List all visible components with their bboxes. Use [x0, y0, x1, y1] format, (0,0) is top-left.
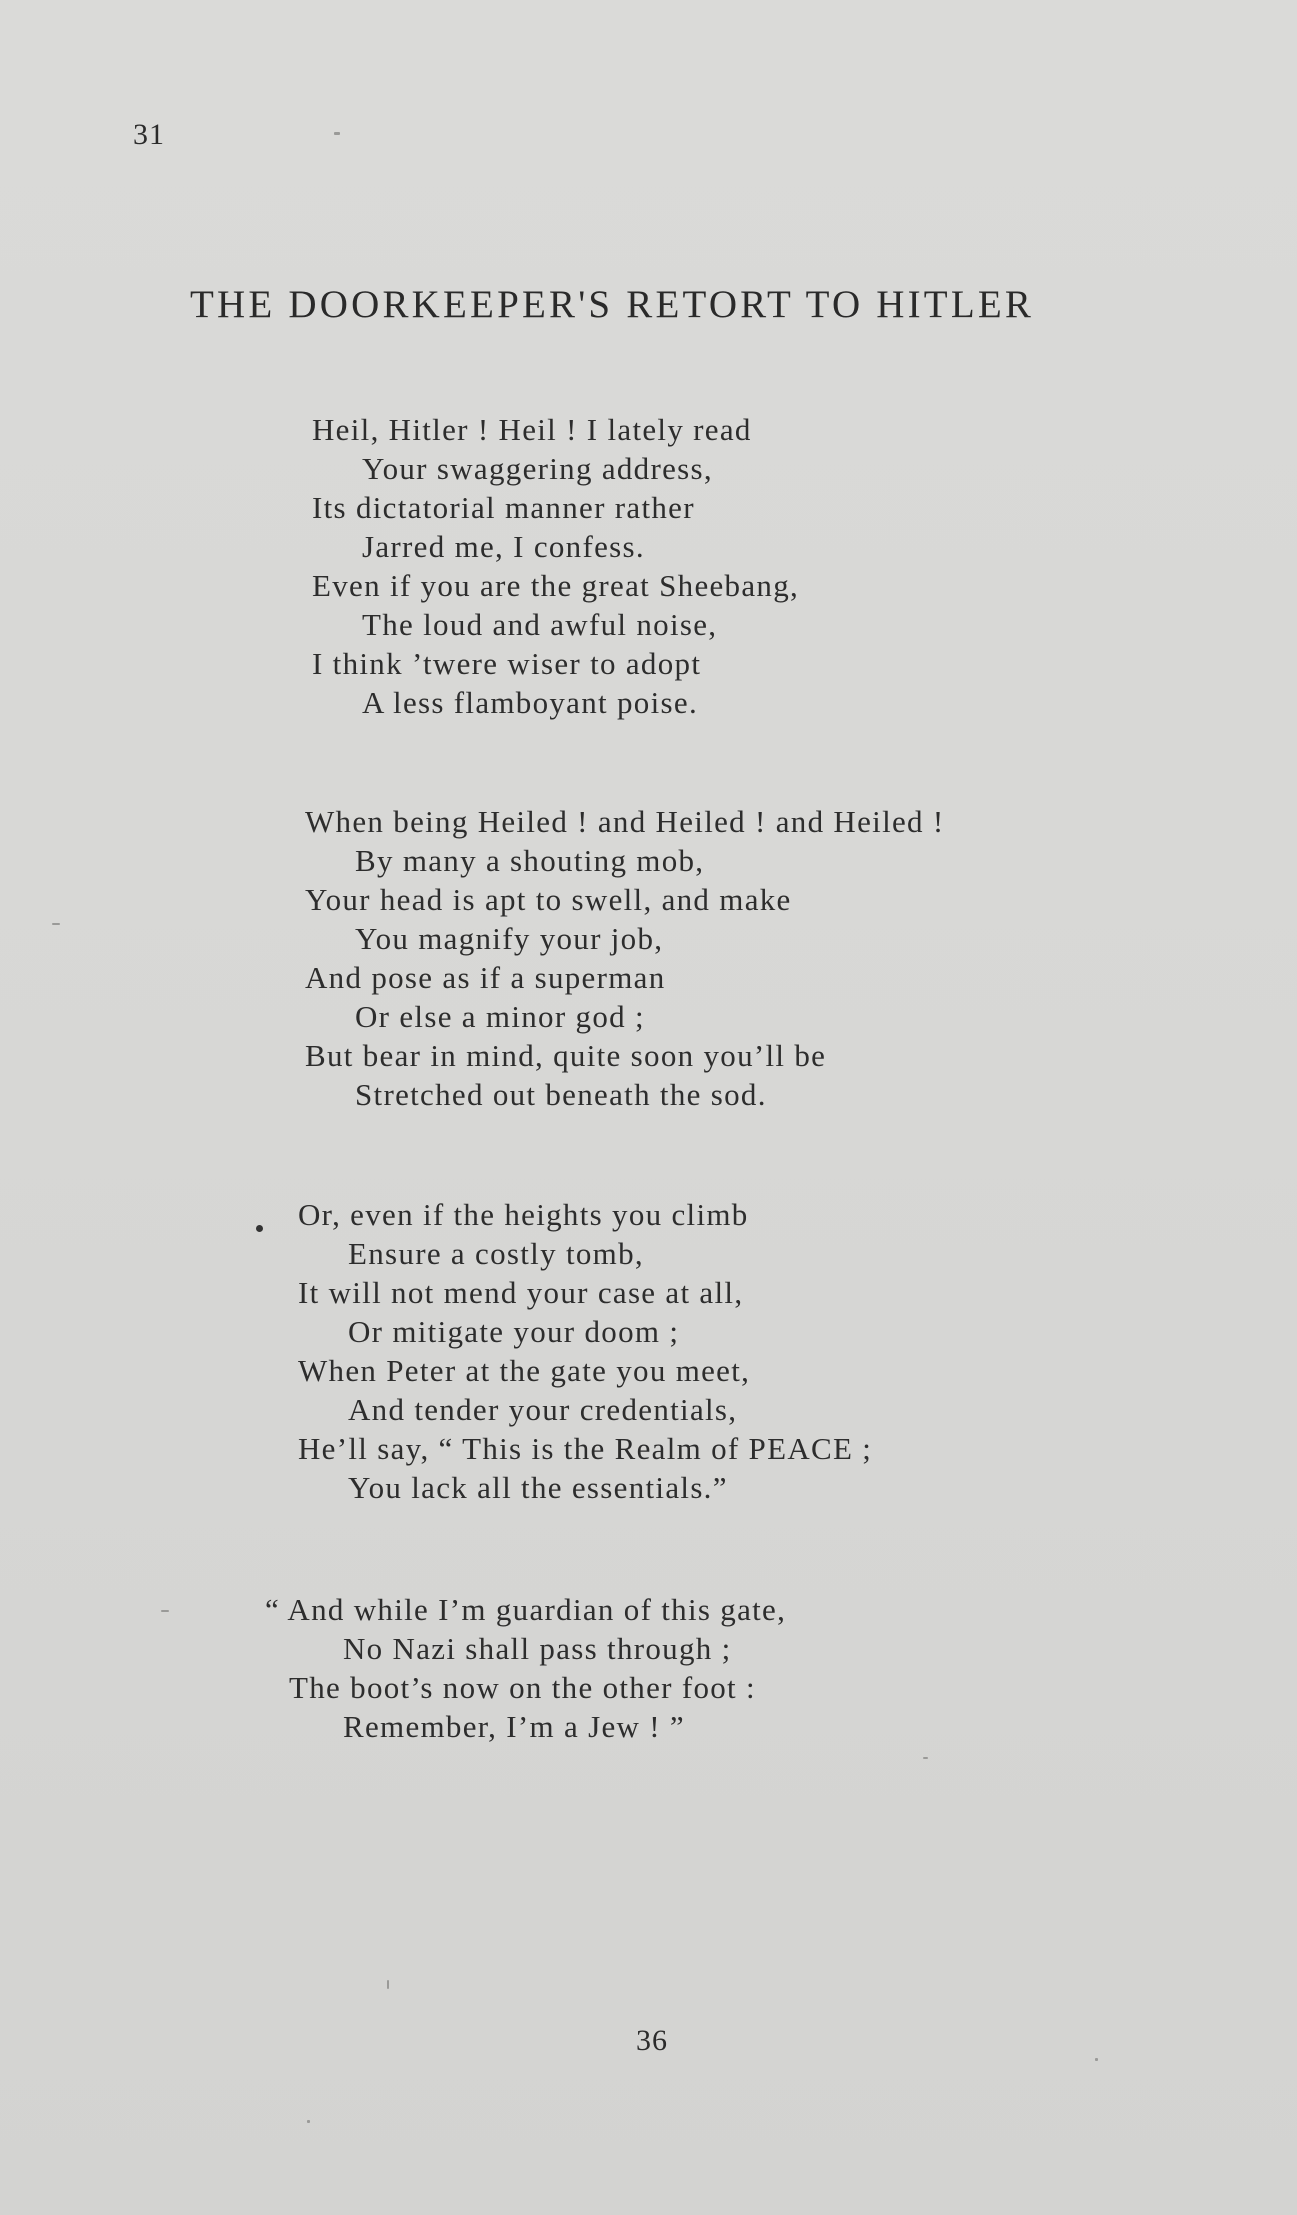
poem-title: THE DOORKEEPER'S RETORT TO HITLER: [190, 283, 1035, 326]
poem-line: When being Heiled ! and Heiled ! and Heiled !: [305, 804, 945, 839]
poem-line: Or, even if the heights you climb: [298, 1197, 749, 1232]
poem-line: Your head is apt to swell, and make: [305, 882, 792, 917]
page-number: 36: [636, 2024, 668, 2057]
poem-line: Your swaggering address,: [362, 451, 713, 486]
paper-speck: [1095, 2058, 1098, 2061]
poem-line: Remember, I’m a Jew ! ”: [343, 1709, 685, 1744]
poem-line: And pose as if a superman: [305, 960, 666, 995]
paper-speck: [334, 132, 340, 135]
poem-line: Its dictatorial manner rather: [312, 490, 695, 525]
poem-line: “ And while I’m guardian of this gate,: [265, 1592, 787, 1627]
poem-line: I think ’twere wiser to adopt: [312, 646, 702, 681]
poem-line: Heil, Hitler ! Heil ! I lately read: [312, 412, 752, 447]
stanza-4: [265, 1590, 786, 1746]
poem-line: Ensure a costly tomb,: [348, 1236, 644, 1271]
poem-line: The boot’s now on the other foot :: [289, 1670, 756, 1705]
paper-speck: [387, 1980, 389, 1989]
poem-line: Jarred me, I confess.: [362, 529, 645, 564]
corner-number: 31: [133, 118, 165, 151]
poem-line: He’ll say, “ This is the Realm of PEACE ;: [298, 1431, 873, 1466]
ink-dot: [256, 1225, 263, 1232]
poem-line: The loud and awful noise,: [362, 607, 718, 642]
poem-line: When Peter at the gate you meet,: [298, 1353, 751, 1388]
paper-speck: [52, 923, 60, 925]
poem-line: Or mitigate your doom ;: [348, 1314, 680, 1349]
poem-line: No Nazi shall pass through ;: [343, 1631, 732, 1666]
poem-line: But bear in mind, quite soon you’ll be: [305, 1038, 827, 1073]
stanza-3: [298, 1195, 872, 1507]
stanza-2: [305, 802, 945, 1114]
poem-line: You magnify your job,: [355, 921, 664, 956]
paper-speck: [923, 1757, 928, 1759]
paper-speck: [161, 1610, 169, 1612]
poem-line: Stretched out beneath the sod.: [355, 1077, 767, 1112]
poem-line: Even if you are the great Sheebang,: [312, 568, 800, 603]
stanza-1: [312, 410, 799, 722]
poem-line: And tender your credentials,: [348, 1392, 738, 1427]
poem-line: By many a shouting mob,: [355, 843, 705, 878]
poem-line: Or else a minor god ;: [355, 999, 645, 1034]
poem-line: You lack all the essentials.”: [348, 1470, 728, 1505]
paper-speck: [307, 2120, 310, 2123]
poem-line: A less flamboyant poise.: [362, 685, 698, 720]
poem-line: It will not mend your case at all,: [298, 1275, 744, 1310]
